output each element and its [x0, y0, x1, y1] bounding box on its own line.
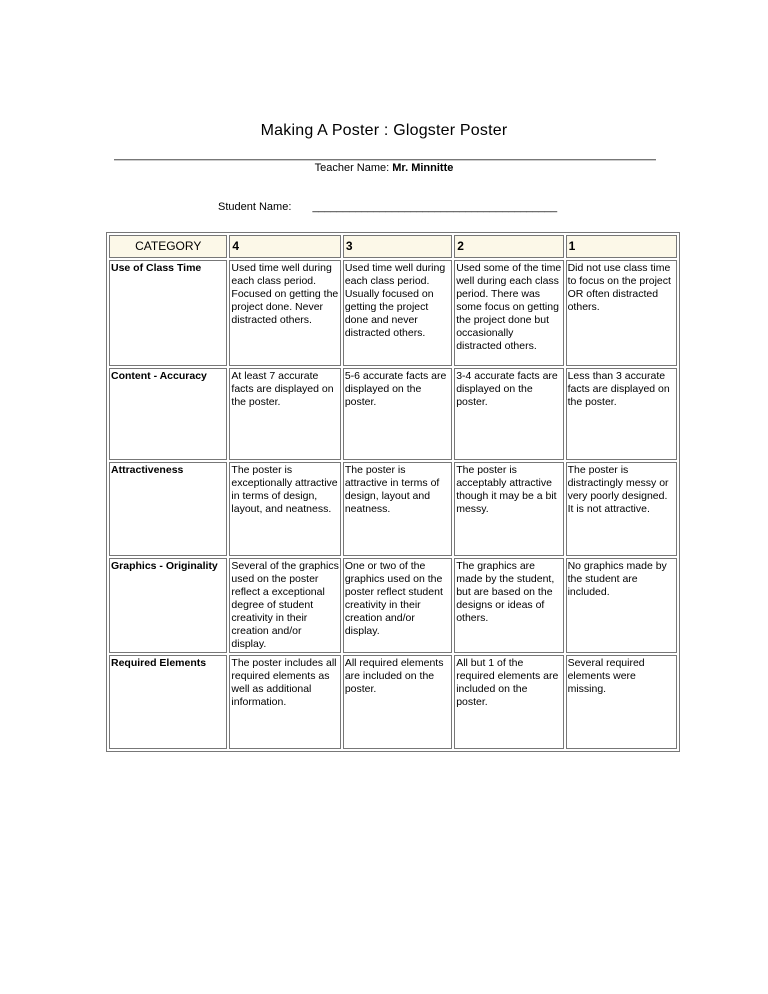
table-cell: The poster is acceptably attractive though it may be a bit messy.	[454, 462, 563, 555]
table-cell: Used some of the time well during each class period. There was some focus on getting the project done but occasionally distracted others.	[454, 260, 563, 366]
table-row	[109, 260, 677, 366]
table-cell: Several required elements were missing.	[566, 655, 677, 749]
table-cell: The graphics are made by the student, but are based on the designs or ideas of others.	[454, 558, 563, 653]
table-cell: One or two of the graphics used on the poster reflect student creativity in their creation and/or display.	[343, 558, 452, 653]
table-cell: The poster includes all required elements as well as additional information.	[229, 655, 340, 749]
table-cell: All but 1 of the required elements are included on the poster.	[454, 655, 563, 749]
table-cell: At least 7 accurate facts are displayed on the poster.	[229, 368, 340, 460]
student-label: Student Name:	[218, 201, 292, 213]
table-cell: 5-6 accurate facts are displayed on the poster.	[343, 368, 452, 460]
table-cell: The poster is distractingly messy or very poorly designed. It is not attractive.	[566, 462, 677, 555]
header-level-4: 4	[229, 235, 340, 258]
table-row	[109, 368, 677, 460]
table-cell: Several of the graphics used on the poster reflect a exceptional degree of student creativity in their creation and/or display.	[229, 558, 340, 653]
teacher-label: Teacher Name:	[314, 162, 390, 174]
header-category: CATEGORY	[109, 235, 227, 258]
title-divider	[114, 159, 656, 161]
table-cell: The poster is attractive in terms of design, layout and neatness.	[343, 462, 452, 555]
row-category: Use of Class Time	[109, 260, 227, 366]
student-name-blank: ________________________________________	[312, 201, 558, 213]
row-category: Attractiveness	[109, 462, 227, 555]
rubric-table	[106, 232, 680, 752]
page-title: Making A Poster : Glogster Poster	[260, 122, 508, 139]
table-cell: 3-4 accurate facts are displayed on the poster.	[454, 368, 563, 460]
table-cell: All required elements are included on the poster.	[343, 655, 452, 749]
table-cell: Less than 3 accurate facts are displayed on the poster.	[566, 368, 677, 460]
table-cell: Did not use class time to focus on the project OR often distracted others.	[566, 260, 677, 366]
table-header-row	[109, 235, 677, 258]
row-category: Graphics - Originality	[109, 558, 227, 653]
table-row	[109, 462, 677, 555]
table-cell: The poster is exceptionally attractive in terms of design, layout, and neatness.	[229, 462, 340, 555]
row-category: Content - Accuracy	[109, 368, 227, 460]
header-level-1: 1	[566, 235, 677, 258]
header-level-2: 2	[454, 235, 563, 258]
table-row	[109, 558, 677, 653]
table-cell: No graphics made by the student are included.	[566, 558, 677, 653]
teacher-line	[0, 162, 768, 174]
table-cell: Used time well during each class period. Focused on getting the project done. Never distracted others.	[229, 260, 340, 366]
row-category: Required Elements	[109, 655, 227, 749]
teacher-name: Mr. Minnitte	[392, 162, 454, 174]
student-line	[218, 201, 557, 213]
table-cell: Used time well during each class period. Usually focused on getting the project done and never distracted others.	[343, 260, 452, 366]
table-row	[109, 655, 677, 749]
header-level-3: 3	[343, 235, 452, 258]
